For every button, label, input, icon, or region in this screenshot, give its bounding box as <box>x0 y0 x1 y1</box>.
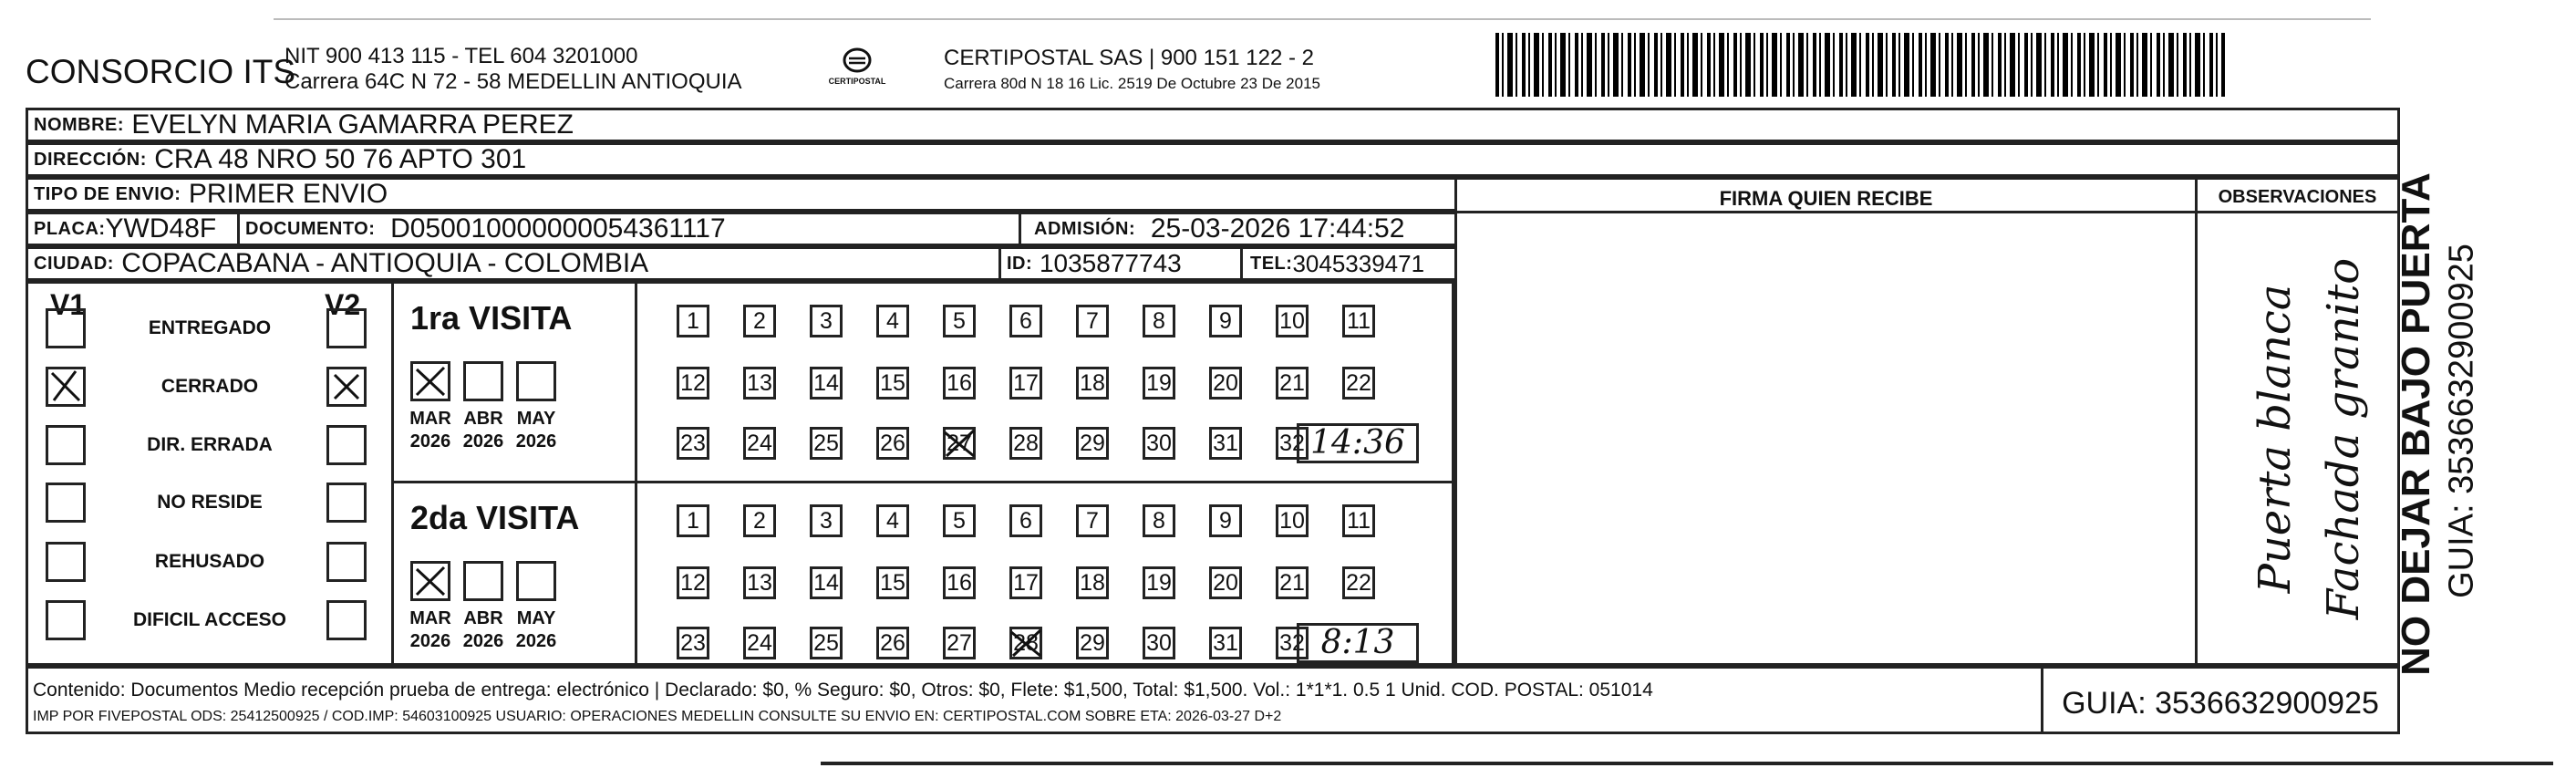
day-box[interactable]: 11 <box>1342 305 1375 337</box>
day-box[interactable]: 7 <box>1076 504 1109 537</box>
day-box[interactable]: 2 <box>743 504 776 537</box>
year-label: 2026 <box>462 631 504 651</box>
day-box[interactable]: 1 <box>677 504 709 537</box>
footer-imp: IMP POR FIVEPOSTAL ODS: 25412500925 / COD.IMP: 54603100925 USUARIO: OPERACIONES MEDELLIN CONSULTE SU ENVIO EN: CERTIPOSTAL.COM SOBRE ETA: 2026-03-27 D+2 <box>33 709 1282 724</box>
tipo-row <box>26 177 1457 212</box>
month-label: MAR <box>409 608 451 628</box>
month-label: MAY <box>516 409 556 429</box>
year-label: 2026 <box>515 631 557 651</box>
day-box[interactable]: 24 <box>743 427 776 460</box>
day-box[interactable]: 9 <box>1209 305 1242 337</box>
day-box[interactable]: 27 <box>943 427 976 460</box>
day-box[interactable]: 26 <box>876 427 909 460</box>
tel-label: TEL: <box>1250 254 1293 274</box>
day-box[interactable]: 31 <box>1209 627 1242 659</box>
day-box[interactable]: 23 <box>677 427 709 460</box>
day-box[interactable]: 22 <box>1342 367 1375 400</box>
visit-time: 8:13 <box>1297 623 1419 663</box>
top-edge-line <box>274 18 2371 20</box>
day-box[interactable]: 24 <box>743 627 776 659</box>
certipostal-line2: Carrera 80d N 18 16 Lic. 2519 De Octubre 23 De 2015 <box>944 75 1320 92</box>
month-label: MAY <box>516 608 556 628</box>
day-box[interactable]: 9 <box>1209 504 1242 537</box>
ciudad-row <box>26 246 1457 281</box>
visit1-divider <box>635 281 637 483</box>
firma-header-line <box>1454 211 2198 213</box>
tipo-value: PRIMER ENVIO <box>188 179 388 209</box>
day-box[interactable]: 19 <box>1143 566 1175 599</box>
placa-row <box>26 212 1457 246</box>
visit-time: 14:36 <box>1297 423 1419 463</box>
day-box[interactable]: 6 <box>1009 305 1042 337</box>
day-box[interactable]: 31 <box>1209 427 1242 460</box>
day-box[interactable]: 12 <box>677 367 709 400</box>
ciudad-label: CIUDAD: <box>34 254 114 274</box>
nombre-label: NOMBRE: <box>34 115 125 135</box>
day-box[interactable]: 14 <box>810 566 843 599</box>
admision-cell <box>1021 214 1454 244</box>
status-label: ENTREGADO <box>148 317 272 338</box>
day-box[interactable]: 7 <box>1076 305 1109 337</box>
ciudad-cell <box>28 249 1001 278</box>
firma-column <box>1454 177 2198 666</box>
v2-checkbox[interactable] <box>326 367 367 407</box>
id-label: ID: <box>1007 254 1033 274</box>
day-box[interactable]: 25 <box>810 627 843 659</box>
direccion-row <box>26 142 2400 177</box>
status-label: REHUSADO <box>154 551 265 572</box>
footer-contenido: Contenido: Documentos Medio recepción prueba de entrega: electrónico | Declarado: $0, % Seguro: $0, Otros: $0, Flete: $1,500, Total: $1,500. Vol.: 1*1*1. 0.5 1 Unid. COD. POSTAL: 051014 <box>33 680 1653 701</box>
year-label: 2026 <box>409 431 451 451</box>
day-box[interactable]: 32 <box>1276 427 1309 460</box>
v2-checkbox[interactable] <box>326 425 367 465</box>
tel-cell <box>1243 249 1454 278</box>
year-label: 2026 <box>409 631 451 651</box>
v1-checkbox[interactable] <box>46 367 86 407</box>
certipostal-logo-icon <box>825 44 889 95</box>
id-cell <box>1001 249 1243 278</box>
day-box[interactable]: 20 <box>1209 566 1242 599</box>
address-line: Carrera 64C N 72 - 58 MEDELLIN ANTIOQUIA <box>284 69 742 94</box>
v1-checkbox[interactable] <box>46 542 86 582</box>
observaciones-header: OBSERVACIONES <box>2218 187 2377 207</box>
nit-line: NIT 900 413 115 - TEL 604 3201000 <box>284 44 638 68</box>
day-box[interactable]: 14 <box>810 367 843 400</box>
month-label: ABR <box>463 608 503 628</box>
day-box[interactable]: 29 <box>1076 627 1109 659</box>
v1-header: V1 <box>50 288 87 321</box>
day-box[interactable]: 19 <box>1143 367 1175 400</box>
day-box[interactable]: 4 <box>876 305 909 337</box>
direccion-value: CRA 48 NRO 50 76 APTO 301 <box>154 144 527 174</box>
day-box[interactable]: 25 <box>810 427 843 460</box>
day-box[interactable]: 4 <box>876 504 909 537</box>
status-label: NO RESIDE <box>157 492 263 513</box>
ciudad-value: COPACABANA - ANTIOQUIA - COLOMBIA <box>121 248 649 278</box>
certipostal-logo <box>825 44 889 95</box>
documento-cell <box>240 214 1021 244</box>
day-box[interactable]: 5 <box>943 305 976 337</box>
placa-label: PLACA: <box>34 219 106 239</box>
year-label: 2026 <box>515 431 557 451</box>
day-box[interactable]: 16 <box>943 566 976 599</box>
v1-checkbox[interactable] <box>46 425 86 465</box>
month-checkbox[interactable] <box>463 361 503 401</box>
status-label: CERRADO <box>160 376 259 397</box>
day-box[interactable]: 8 <box>1143 305 1175 337</box>
month-label: MAR <box>409 409 451 429</box>
day-box[interactable]: 21 <box>1276 367 1309 400</box>
visit2-divider <box>635 481 637 666</box>
placa-value: YWD48F <box>105 213 217 244</box>
day-box[interactable]: 10 <box>1276 305 1309 337</box>
day-box[interactable]: 16 <box>943 367 976 400</box>
day-box[interactable]: 6 <box>1009 504 1042 537</box>
day-box[interactable]: 18 <box>1076 566 1109 599</box>
observacion-text-2: Fachada granito <box>2318 257 2369 620</box>
check-mark-icon <box>413 364 448 399</box>
day-box[interactable]: 2 <box>743 305 776 337</box>
company-name: CONSORCIO ITS <box>26 53 296 90</box>
day-box[interactable]: 26 <box>876 627 909 659</box>
check-mark-icon <box>329 369 364 404</box>
day-box[interactable]: 15 <box>876 566 909 599</box>
day-box[interactable]: 30 <box>1143 627 1175 659</box>
nombre-row <box>26 108 2400 142</box>
footer-guia: GUIA: 3536632900925 <box>2062 686 2379 721</box>
month-checkbox[interactable] <box>516 361 556 401</box>
month-checkbox[interactable] <box>463 561 503 601</box>
tel-value: 3045339471 <box>1292 250 1425 277</box>
month-label: ABR <box>463 409 503 429</box>
v1-checkbox[interactable] <box>46 600 86 640</box>
day-box[interactable]: 32 <box>1276 627 1309 659</box>
year-label: 2026 <box>462 431 504 451</box>
day-box[interactable]: 23 <box>677 627 709 659</box>
visit-title: 2da VISITA <box>410 499 580 536</box>
cross-mark-icon <box>1009 627 1042 659</box>
nombre-value: EVELYN MARIA GAMARRA PEREZ <box>131 109 574 140</box>
documento-value: D050010000000054361117 <box>390 213 726 244</box>
firma-header: FIRMA QUIEN RECIBE <box>1719 187 1933 210</box>
day-box[interactable]: 29 <box>1076 427 1109 460</box>
check-mark-icon <box>48 369 83 404</box>
day-box[interactable]: 28 <box>1009 427 1042 460</box>
v1-checkbox[interactable] <box>46 308 86 348</box>
v2-checkbox[interactable] <box>326 483 367 523</box>
admision-value: 25-03-2026 17:44:52 <box>1150 213 1405 244</box>
day-box[interactable]: 18 <box>1076 367 1109 400</box>
day-box[interactable]: 28 <box>1009 627 1042 659</box>
visit-title: 1ra VISITA <box>410 299 573 337</box>
day-box[interactable]: 13 <box>743 566 776 599</box>
v2-checkbox[interactable] <box>326 542 367 582</box>
status-label: DIFICIL ACCESO <box>132 609 286 630</box>
day-box[interactable]: 13 <box>743 367 776 400</box>
month-checkbox[interactable] <box>410 361 450 401</box>
day-box[interactable]: 1 <box>677 305 709 337</box>
day-box[interactable]: 8 <box>1143 504 1175 537</box>
day-box[interactable]: 17 <box>1009 566 1042 599</box>
v2-checkbox[interactable] <box>326 600 367 640</box>
day-box[interactable]: 12 <box>677 566 709 599</box>
observacion-text-1: Puerta blanca <box>2250 284 2301 594</box>
day-box[interactable]: 10 <box>1276 504 1309 537</box>
month-checkbox[interactable] <box>410 561 450 601</box>
side-warning: NO DEJAR BAJO PUERTA <box>2394 172 2438 676</box>
day-box[interactable]: 22 <box>1342 566 1375 599</box>
tipo-label: TIPO DE ENVIO: <box>34 184 181 204</box>
placa-cell <box>28 214 240 244</box>
day-box[interactable]: 21 <box>1276 566 1309 599</box>
day-box[interactable]: 11 <box>1342 504 1375 537</box>
documento-label: DOCUMENTO: <box>245 219 376 239</box>
v1-checkbox[interactable] <box>46 483 86 523</box>
id-value: 1035877743 <box>1039 249 1182 277</box>
day-box[interactable]: 5 <box>943 504 976 537</box>
v2-header: V2 <box>325 288 361 321</box>
day-box[interactable]: 30 <box>1143 427 1175 460</box>
cross-mark-icon <box>943 427 976 460</box>
certipostal-line1: CERTIPOSTAL SAS | 900 151 122 - 2 <box>944 46 1314 70</box>
month-checkbox[interactable] <box>516 561 556 601</box>
status-label: DIR. ERRADA <box>147 434 273 455</box>
day-box[interactable]: 3 <box>810 305 843 337</box>
barcode <box>1495 33 2225 97</box>
day-box[interactable]: 20 <box>1209 367 1242 400</box>
day-box[interactable]: 15 <box>876 367 909 400</box>
side-guia: GUIA: 3536632900925 <box>2442 244 2481 598</box>
day-box[interactable]: 27 <box>943 627 976 659</box>
v2-checkbox[interactable] <box>326 308 367 348</box>
admision-label: ADMISIÓN: <box>1034 219 1136 239</box>
logo-text: CERTIPOSTAL <box>828 77 886 86</box>
day-box[interactable]: 3 <box>810 504 843 537</box>
check-mark-icon <box>413 564 448 598</box>
bottom-edge-line <box>821 762 2553 765</box>
direccion-label: DIRECCIÓN: <box>34 150 147 170</box>
day-box[interactable]: 17 <box>1009 367 1042 400</box>
